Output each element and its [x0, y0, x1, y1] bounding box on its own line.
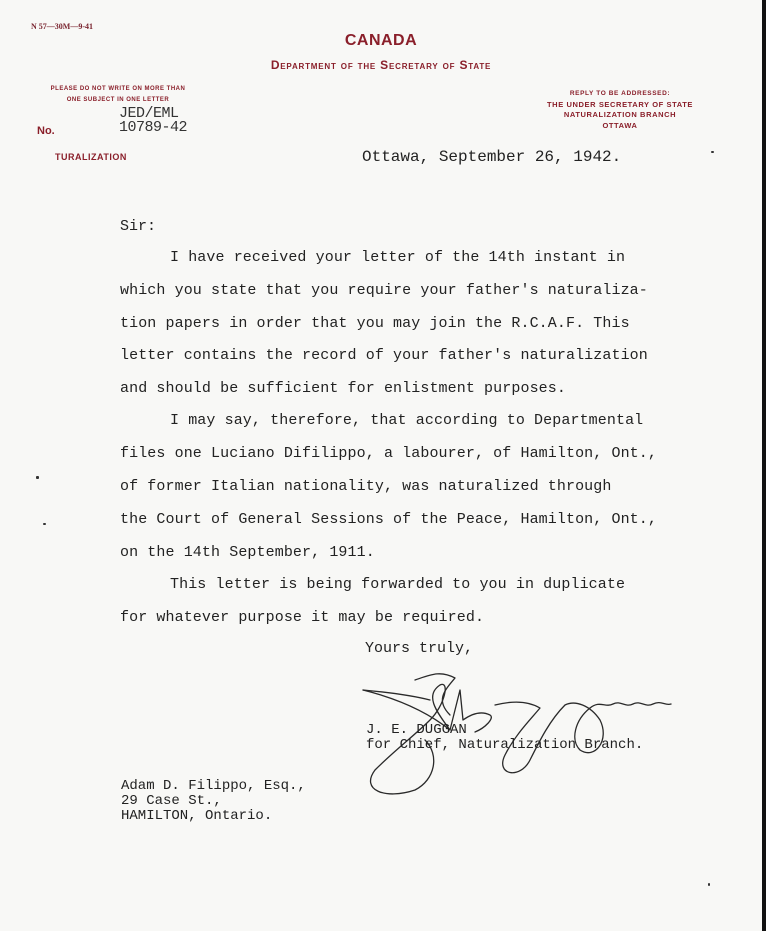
dateline: Ottawa, September 26, 1942. — [362, 148, 622, 166]
notice-line: PLEASE DO NOT WRITE ON MORE THAN — [50, 86, 186, 92]
body-line: tion papers in order that you may join the R.C.A.F. This — [120, 315, 630, 332]
reply-line: THE UNDER SECRETARY OF STATE — [547, 99, 693, 109]
body-line: the Court of General Sessions of the Peace, Hamilton, Ont., — [120, 511, 657, 528]
letterhead-department: Department of the Secretary of State — [270, 58, 492, 72]
file-number-label: No. — [37, 125, 55, 137]
scan-edge-border — [762, 0, 766, 931]
body-line: I may say, therefore, that according to Departmental — [170, 412, 644, 429]
file-number: 10789-42 — [119, 119, 188, 136]
form-code: N 57—30M—9-41 — [31, 22, 93, 31]
one-subject-notice — [33, 84, 203, 106]
reply-line: NATURALIZATION BRANCH — [563, 110, 677, 119]
signer-block — [366, 723, 643, 753]
signer-title: for Chief, Naturalization Branch. — [366, 737, 644, 753]
reply-address-block — [520, 89, 720, 131]
body-line: of former Italian nationality, was naturalized through — [120, 478, 612, 495]
scan-speck — [711, 151, 714, 153]
body-line: This letter is being forwarded to you in duplicate — [170, 576, 626, 593]
addressee-name: Adam D. Filippo, Esq., — [121, 778, 306, 794]
body-line: for whatever purpose it may be required. — [120, 609, 485, 626]
closing: Yours truly, — [365, 640, 474, 657]
body-line: which you state that you require your father's naturaliza- — [120, 282, 648, 299]
scan-speck — [708, 883, 710, 886]
branch-tag: TURALIZATION — [55, 152, 127, 162]
letterhead-country: CANADA — [344, 32, 418, 49]
body-line: letter contains the record of your father's naturalization — [120, 347, 648, 364]
reply-line: REPLY TO BE ADDRESSED: — [569, 90, 671, 97]
addressee-street: 29 Case St., — [121, 793, 222, 809]
addressee-city: HAMILTON, Ontario. — [121, 808, 273, 824]
addressee-block — [121, 779, 306, 824]
scan-speck — [36, 476, 39, 479]
file-reference — [119, 107, 187, 135]
body-line: and should be sufficient for enlistment purposes. — [120, 380, 566, 397]
body-line: files one Luciano Difilippo, a labourer, of Hamilton, Ont., — [120, 445, 657, 462]
notice-line: ONE SUBJECT IN ONE LETTER — [66, 97, 170, 103]
scan-speck — [43, 523, 46, 525]
salutation: Sir: — [120, 218, 157, 235]
signer-name: J. E. DUGGAN — [366, 722, 467, 738]
body-line: on the 14th September, 1911. — [120, 544, 375, 561]
body-line: I have received your letter of the 14th instant in — [170, 249, 626, 266]
file-initials: JED/EML — [119, 105, 179, 122]
reply-line: OTTAWA — [602, 120, 638, 130]
